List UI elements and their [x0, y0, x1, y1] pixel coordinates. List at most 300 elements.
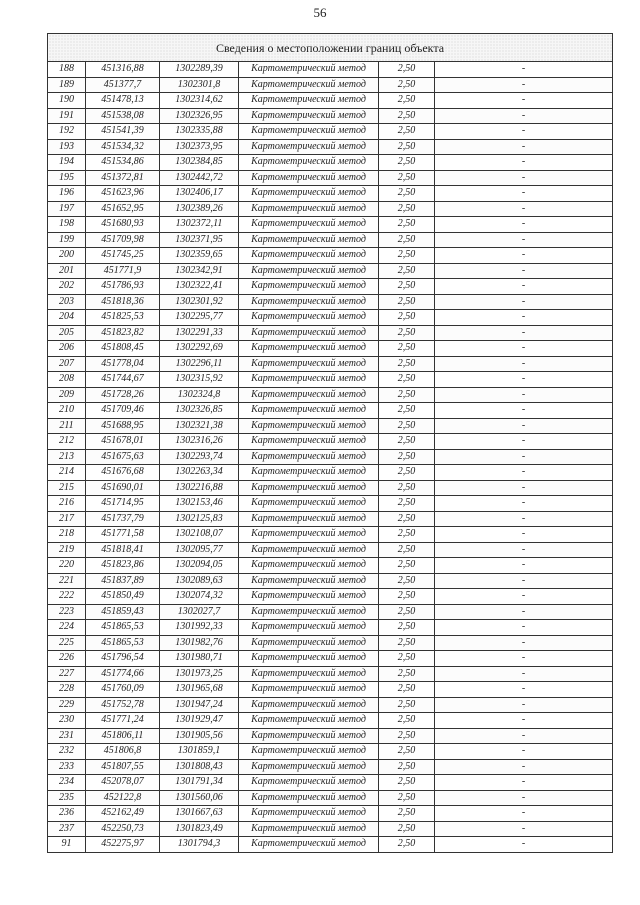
- y-coordinate-cell: 1302089,63: [160, 573, 239, 589]
- page-number: 56: [313, 5, 327, 20]
- method-cell: Картометрический метод: [239, 775, 379, 791]
- table-row: [48, 418, 613, 434]
- x-coordinate-cell: 451688,95: [86, 418, 160, 434]
- y-coordinate-cell: 1302389,26: [160, 201, 239, 217]
- y-coordinate-cell: 1302322,41: [160, 279, 239, 295]
- y-coordinate-cell: 1302324,8: [160, 387, 239, 403]
- table-row: [48, 821, 613, 837]
- description-cell: -: [435, 697, 613, 713]
- accuracy-cell: 2,50: [379, 837, 435, 853]
- accuracy-cell: 2,50: [379, 744, 435, 760]
- method-cell: Картометрический метод: [239, 697, 379, 713]
- method-cell: Картометрический метод: [239, 279, 379, 295]
- method-cell: Картометрический метод: [239, 790, 379, 806]
- point-number-cell: 222: [48, 589, 86, 605]
- y-coordinate-cell: 1302301,92: [160, 294, 239, 310]
- table-row: [48, 511, 613, 527]
- method-cell: Картометрический метод: [239, 155, 379, 171]
- point-number-cell: 206: [48, 341, 86, 357]
- table-row: [48, 790, 613, 806]
- y-coordinate-cell: 1302372,11: [160, 217, 239, 233]
- table-row: [48, 77, 613, 93]
- point-number-cell: 195: [48, 170, 86, 186]
- y-coordinate-cell: 1301905,56: [160, 728, 239, 744]
- description-cell: -: [435, 232, 613, 248]
- description-cell: -: [435, 186, 613, 202]
- description-cell: -: [435, 356, 613, 372]
- method-cell: Картометрический метод: [239, 124, 379, 140]
- y-coordinate-cell: 1301794,3: [160, 837, 239, 853]
- x-coordinate-cell: 451623,96: [86, 186, 160, 202]
- point-number-cell: 196: [48, 186, 86, 202]
- method-cell: Картометрический метод: [239, 77, 379, 93]
- method-cell: Картометрический метод: [239, 821, 379, 837]
- point-number-cell: 225: [48, 635, 86, 651]
- description-cell: -: [435, 589, 613, 605]
- x-coordinate-cell: 451771,58: [86, 527, 160, 543]
- description-cell: -: [435, 449, 613, 465]
- point-number-cell: 228: [48, 682, 86, 698]
- table-row: [48, 604, 613, 620]
- y-coordinate-cell: 1301859,1: [160, 744, 239, 760]
- accuracy-cell: 2,50: [379, 248, 435, 264]
- accuracy-cell: 2,50: [379, 403, 435, 419]
- x-coordinate-cell: 451680,93: [86, 217, 160, 233]
- x-coordinate-cell: 451737,79: [86, 511, 160, 527]
- description-cell: -: [435, 558, 613, 574]
- y-coordinate-cell: 1302293,74: [160, 449, 239, 465]
- method-cell: Картометрический метод: [239, 170, 379, 186]
- accuracy-cell: 2,50: [379, 170, 435, 186]
- method-cell: Картометрический метод: [239, 744, 379, 760]
- y-coordinate-cell: 1302406,17: [160, 186, 239, 202]
- point-number-cell: 226: [48, 651, 86, 667]
- x-coordinate-cell: 451534,32: [86, 139, 160, 155]
- x-coordinate-cell: 451541,39: [86, 124, 160, 140]
- description-cell: -: [435, 341, 613, 357]
- x-coordinate-cell: 451714,95: [86, 496, 160, 512]
- method-cell: Картометрический метод: [239, 449, 379, 465]
- y-coordinate-cell: 1302296,11: [160, 356, 239, 372]
- x-coordinate-cell: 451806,8: [86, 744, 160, 760]
- description-cell: -: [435, 620, 613, 636]
- table-row: [48, 759, 613, 775]
- description-cell: -: [435, 201, 613, 217]
- y-coordinate-cell: 1302216,88: [160, 480, 239, 496]
- accuracy-cell: 2,50: [379, 77, 435, 93]
- method-cell: Картометрический метод: [239, 837, 379, 853]
- method-cell: Картометрический метод: [239, 759, 379, 775]
- y-coordinate-cell: 1302442,72: [160, 170, 239, 186]
- point-number-cell: 233: [48, 759, 86, 775]
- method-cell: Картометрический метод: [239, 403, 379, 419]
- accuracy-cell: 2,50: [379, 108, 435, 124]
- y-coordinate-cell: 1302326,85: [160, 403, 239, 419]
- method-cell: Картометрический метод: [239, 418, 379, 434]
- point-number-cell: 199: [48, 232, 86, 248]
- method-cell: Картометрический метод: [239, 511, 379, 527]
- accuracy-cell: 2,50: [379, 821, 435, 837]
- point-number-cell: 217: [48, 511, 86, 527]
- table-row: [48, 263, 613, 279]
- table-row: [48, 124, 613, 140]
- point-number-cell: 214: [48, 465, 86, 481]
- point-number-cell: 208: [48, 372, 86, 388]
- method-cell: Картометрический метод: [239, 651, 379, 667]
- table-row: [48, 744, 613, 760]
- method-cell: Картометрический метод: [239, 108, 379, 124]
- description-cell: -: [435, 93, 613, 109]
- description-cell: -: [435, 480, 613, 496]
- x-coordinate-cell: 451865,53: [86, 635, 160, 651]
- description-cell: -: [435, 294, 613, 310]
- y-coordinate-cell: 1302359,65: [160, 248, 239, 264]
- table-row: [48, 713, 613, 729]
- y-coordinate-cell: 1302095,77: [160, 542, 239, 558]
- description-cell: -: [435, 682, 613, 698]
- accuracy-cell: 2,50: [379, 682, 435, 698]
- method-cell: Картометрический метод: [239, 806, 379, 822]
- point-number-cell: 188: [48, 62, 86, 78]
- method-cell: Картометрический метод: [239, 573, 379, 589]
- accuracy-cell: 2,50: [379, 666, 435, 682]
- x-coordinate-cell: 451774,66: [86, 666, 160, 682]
- accuracy-cell: 2,50: [379, 372, 435, 388]
- y-coordinate-cell: 1302108,07: [160, 527, 239, 543]
- x-coordinate-cell: 451771,9: [86, 263, 160, 279]
- table-row: [48, 217, 613, 233]
- description-cell: -: [435, 139, 613, 155]
- x-coordinate-cell: 451825,53: [86, 310, 160, 326]
- table-row: [48, 139, 613, 155]
- x-coordinate-cell: 451478,13: [86, 93, 160, 109]
- table-row: [48, 666, 613, 682]
- accuracy-cell: 2,50: [379, 294, 435, 310]
- table-row: [48, 589, 613, 605]
- accuracy-cell: 2,50: [379, 542, 435, 558]
- point-number-cell: 201: [48, 263, 86, 279]
- x-coordinate-cell: 451690,01: [86, 480, 160, 496]
- accuracy-cell: 2,50: [379, 155, 435, 171]
- description-cell: -: [435, 728, 613, 744]
- description-cell: -: [435, 511, 613, 527]
- x-coordinate-cell: 451837,89: [86, 573, 160, 589]
- point-number-cell: 218: [48, 527, 86, 543]
- description-cell: -: [435, 806, 613, 822]
- y-coordinate-cell: 1302314,62: [160, 93, 239, 109]
- table-row: [48, 697, 613, 713]
- accuracy-cell: 2,50: [379, 635, 435, 651]
- x-coordinate-cell: 451377,7: [86, 77, 160, 93]
- x-coordinate-cell: 452162,49: [86, 806, 160, 822]
- description-cell: -: [435, 837, 613, 853]
- method-cell: Картометрический метод: [239, 635, 379, 651]
- accuracy-cell: 2,50: [379, 201, 435, 217]
- point-number-cell: 234: [48, 775, 86, 791]
- accuracy-cell: 2,50: [379, 186, 435, 202]
- table-row: [48, 837, 613, 853]
- method-cell: Картометрический метод: [239, 263, 379, 279]
- y-coordinate-cell: 1302384,85: [160, 155, 239, 171]
- description-cell: -: [435, 325, 613, 341]
- description-cell: -: [435, 418, 613, 434]
- description-cell: -: [435, 403, 613, 419]
- accuracy-cell: 2,50: [379, 387, 435, 403]
- accuracy-cell: 2,50: [379, 356, 435, 372]
- description-cell: -: [435, 573, 613, 589]
- x-coordinate-cell: 451676,68: [86, 465, 160, 481]
- accuracy-cell: 2,50: [379, 279, 435, 295]
- method-cell: Картометрический метод: [239, 713, 379, 729]
- description-cell: -: [435, 790, 613, 806]
- method-cell: Картометрический метод: [239, 341, 379, 357]
- description-cell: -: [435, 108, 613, 124]
- x-coordinate-cell: 452078,07: [86, 775, 160, 791]
- point-number-cell: 205: [48, 325, 86, 341]
- description-cell: -: [435, 744, 613, 760]
- accuracy-cell: 2,50: [379, 139, 435, 155]
- point-number-cell: 203: [48, 294, 86, 310]
- table-row: [48, 62, 613, 78]
- x-coordinate-cell: 451728,26: [86, 387, 160, 403]
- table-row: [48, 573, 613, 589]
- y-coordinate-cell: 1301929,47: [160, 713, 239, 729]
- point-number-cell: 216: [48, 496, 86, 512]
- method-cell: Картометрический метод: [239, 248, 379, 264]
- y-coordinate-cell: 1302316,26: [160, 434, 239, 450]
- description-cell: -: [435, 775, 613, 791]
- description-cell: -: [435, 821, 613, 837]
- method-cell: Картометрический метод: [239, 604, 379, 620]
- y-coordinate-cell: 1302291,33: [160, 325, 239, 341]
- y-coordinate-cell: 1302263,34: [160, 465, 239, 481]
- y-coordinate-cell: 1301823,49: [160, 821, 239, 837]
- y-coordinate-cell: 1302125,83: [160, 511, 239, 527]
- point-number-cell: 200: [48, 248, 86, 264]
- x-coordinate-cell: 451752,78: [86, 697, 160, 713]
- description-cell: -: [435, 62, 613, 78]
- y-coordinate-cell: 1302292,69: [160, 341, 239, 357]
- description-cell: -: [435, 372, 613, 388]
- table-row: [48, 465, 613, 481]
- y-coordinate-cell: 1301947,24: [160, 697, 239, 713]
- accuracy-cell: 2,50: [379, 310, 435, 326]
- table-row: [48, 403, 613, 419]
- table-row: [48, 186, 613, 202]
- y-coordinate-cell: 1302321,38: [160, 418, 239, 434]
- accuracy-cell: 2,50: [379, 713, 435, 729]
- point-number-cell: 229: [48, 697, 86, 713]
- accuracy-cell: 2,50: [379, 604, 435, 620]
- table-row: [48, 651, 613, 667]
- x-coordinate-cell: 451865,53: [86, 620, 160, 636]
- accuracy-cell: 2,50: [379, 62, 435, 78]
- description-cell: -: [435, 263, 613, 279]
- description-cell: -: [435, 713, 613, 729]
- accuracy-cell: 2,50: [379, 217, 435, 233]
- accuracy-cell: 2,50: [379, 465, 435, 481]
- method-cell: Картометрический метод: [239, 496, 379, 512]
- x-coordinate-cell: 451818,41: [86, 542, 160, 558]
- x-coordinate-cell: 451786,93: [86, 279, 160, 295]
- point-number-cell: 220: [48, 558, 86, 574]
- y-coordinate-cell: 1301982,76: [160, 635, 239, 651]
- y-coordinate-cell: 1302371,95: [160, 232, 239, 248]
- point-number-cell: 197: [48, 201, 86, 217]
- table-row: [48, 248, 613, 264]
- method-cell: Картометрический метод: [239, 620, 379, 636]
- description-cell: -: [435, 651, 613, 667]
- x-coordinate-cell: 451859,43: [86, 604, 160, 620]
- accuracy-cell: 2,50: [379, 589, 435, 605]
- accuracy-cell: 2,50: [379, 620, 435, 636]
- table-row: [48, 232, 613, 248]
- point-number-cell: 190: [48, 93, 86, 109]
- description-cell: -: [435, 155, 613, 171]
- table-row: [48, 170, 613, 186]
- accuracy-cell: 2,50: [379, 790, 435, 806]
- accuracy-cell: 2,50: [379, 558, 435, 574]
- method-cell: Картометрический метод: [239, 325, 379, 341]
- x-coordinate-cell: 451823,82: [86, 325, 160, 341]
- point-number-cell: 236: [48, 806, 86, 822]
- description-cell: -: [435, 542, 613, 558]
- y-coordinate-cell: 1302153,46: [160, 496, 239, 512]
- point-number-cell: 204: [48, 310, 86, 326]
- table-title: Сведения о местоположении границ объекта: [48, 34, 613, 62]
- description-cell: -: [435, 77, 613, 93]
- point-number-cell: 227: [48, 666, 86, 682]
- x-coordinate-cell: 451709,98: [86, 232, 160, 248]
- accuracy-cell: 2,50: [379, 341, 435, 357]
- description-cell: -: [435, 434, 613, 450]
- method-cell: Картометрический метод: [239, 682, 379, 698]
- description-cell: -: [435, 310, 613, 326]
- table-row: [48, 635, 613, 651]
- x-coordinate-cell: 451807,55: [86, 759, 160, 775]
- y-coordinate-cell: 1302289,39: [160, 62, 239, 78]
- accuracy-cell: 2,50: [379, 93, 435, 109]
- y-coordinate-cell: 1301791,34: [160, 775, 239, 791]
- point-number-cell: 219: [48, 542, 86, 558]
- accuracy-cell: 2,50: [379, 263, 435, 279]
- description-cell: -: [435, 666, 613, 682]
- table-row: [48, 682, 613, 698]
- table-row: [48, 356, 613, 372]
- point-number-cell: 193: [48, 139, 86, 155]
- point-number-cell: 189: [48, 77, 86, 93]
- method-cell: Картометрический метод: [239, 434, 379, 450]
- table-row: [48, 527, 613, 543]
- table-row: [48, 294, 613, 310]
- table-row: [48, 325, 613, 341]
- point-number-cell: 209: [48, 387, 86, 403]
- description-cell: -: [435, 124, 613, 140]
- method-cell: Картометрический метод: [239, 480, 379, 496]
- y-coordinate-cell: 1302074,32: [160, 589, 239, 605]
- table-row: [48, 155, 613, 171]
- table-row: [48, 449, 613, 465]
- description-cell: -: [435, 635, 613, 651]
- x-coordinate-cell: 451760,09: [86, 682, 160, 698]
- y-coordinate-cell: 1302027,7: [160, 604, 239, 620]
- x-coordinate-cell: 452250,73: [86, 821, 160, 837]
- accuracy-cell: 2,50: [379, 651, 435, 667]
- y-coordinate-cell: 1301992,33: [160, 620, 239, 636]
- point-number-cell: 232: [48, 744, 86, 760]
- method-cell: Картометрический метод: [239, 139, 379, 155]
- y-coordinate-cell: 1302335,88: [160, 124, 239, 140]
- point-number-cell: 237: [48, 821, 86, 837]
- method-cell: Картометрический метод: [239, 186, 379, 202]
- y-coordinate-cell: 1302094,05: [160, 558, 239, 574]
- y-coordinate-cell: 1302295,77: [160, 310, 239, 326]
- table-row: [48, 558, 613, 574]
- method-cell: Картометрический метод: [239, 217, 379, 233]
- x-coordinate-cell: 451675,63: [86, 449, 160, 465]
- point-number-cell: 213: [48, 449, 86, 465]
- accuracy-cell: 2,50: [379, 527, 435, 543]
- accuracy-cell: 2,50: [379, 697, 435, 713]
- description-cell: -: [435, 170, 613, 186]
- y-coordinate-cell: 1302315,92: [160, 372, 239, 388]
- x-coordinate-cell: 452275,97: [86, 837, 160, 853]
- x-coordinate-cell: 451796,54: [86, 651, 160, 667]
- accuracy-cell: 2,50: [379, 496, 435, 512]
- point-number-cell: 221: [48, 573, 86, 589]
- point-number-cell: 207: [48, 356, 86, 372]
- point-number-cell: 198: [48, 217, 86, 233]
- description-cell: -: [435, 496, 613, 512]
- accuracy-cell: 2,50: [379, 573, 435, 589]
- description-cell: -: [435, 527, 613, 543]
- y-coordinate-cell: 1302301,8: [160, 77, 239, 93]
- y-coordinate-cell: 1301980,71: [160, 651, 239, 667]
- point-number-cell: 223: [48, 604, 86, 620]
- y-coordinate-cell: 1302342,91: [160, 263, 239, 279]
- table-row: [48, 620, 613, 636]
- point-number-cell: 210: [48, 403, 86, 419]
- table-row: [48, 279, 613, 295]
- accuracy-cell: 2,50: [379, 124, 435, 140]
- x-coordinate-cell: 451808,45: [86, 341, 160, 357]
- accuracy-cell: 2,50: [379, 325, 435, 341]
- boundary-coordinates-table: [47, 33, 613, 853]
- accuracy-cell: 2,50: [379, 775, 435, 791]
- table-row: [48, 310, 613, 326]
- method-cell: Картометрический метод: [239, 294, 379, 310]
- x-coordinate-cell: 451678,01: [86, 434, 160, 450]
- method-cell: Картометрический метод: [239, 542, 379, 558]
- table-row: [48, 775, 613, 791]
- description-cell: -: [435, 759, 613, 775]
- point-number-cell: 191: [48, 108, 86, 124]
- x-coordinate-cell: 451652,95: [86, 201, 160, 217]
- point-number-cell: 215: [48, 480, 86, 496]
- point-number-cell: 224: [48, 620, 86, 636]
- accuracy-cell: 2,50: [379, 759, 435, 775]
- y-coordinate-cell: 1302326,95: [160, 108, 239, 124]
- accuracy-cell: 2,50: [379, 232, 435, 248]
- x-coordinate-cell: 451806,11: [86, 728, 160, 744]
- table-row: [48, 387, 613, 403]
- method-cell: Картометрический метод: [239, 527, 379, 543]
- table-row: [48, 542, 613, 558]
- x-coordinate-cell: 452122,8: [86, 790, 160, 806]
- table-row: [48, 108, 613, 124]
- table-row: [48, 480, 613, 496]
- method-cell: Картометрический метод: [239, 666, 379, 682]
